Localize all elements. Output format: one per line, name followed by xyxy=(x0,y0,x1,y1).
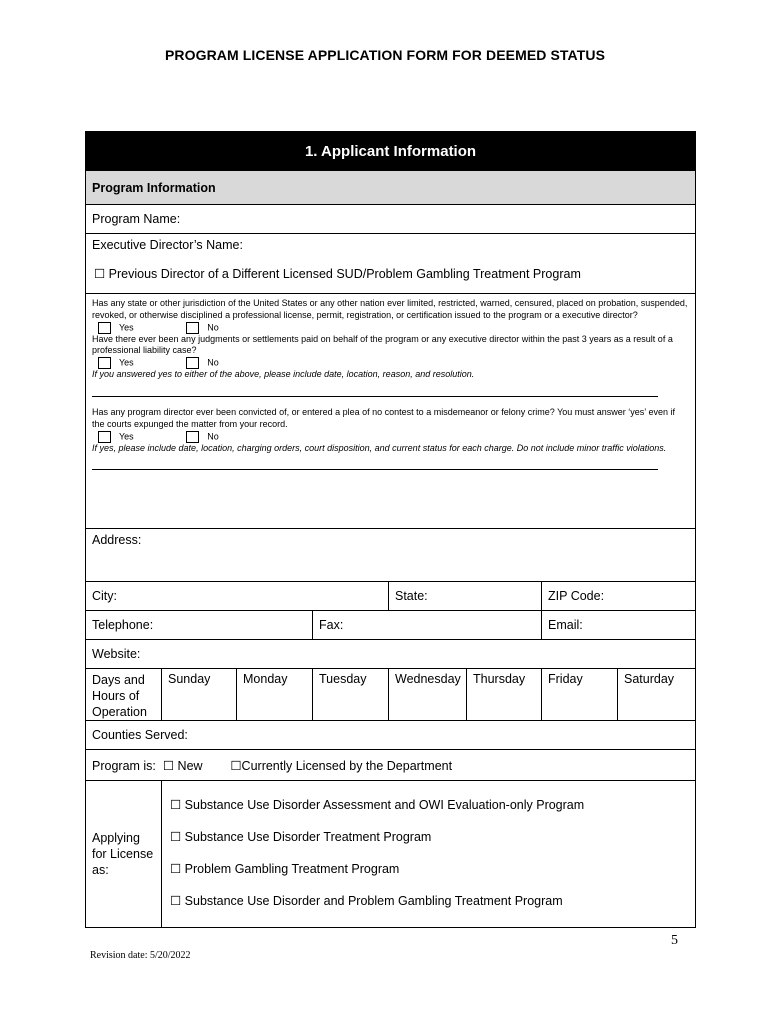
q2-yes-label: Yes xyxy=(119,357,134,368)
question-3: Has any program director ever been convicted of, or entered a plea of no contest to a misdemeanor or felony crime? You must answer ‘yes’ even if the courts expunged the matter from your record. xyxy=(92,406,675,429)
currently-licensed-checkbox[interactable]: ☐Currently Licensed by the Department xyxy=(230,758,453,773)
page-title: PROGRAM LICENSE APPLICATION FORM FOR DEEMED STATUS xyxy=(164,47,606,63)
question-1: Has any state or other jurisdiction of the United States or any other nation ever limited, restricted, warned, censured, placed on probation, suspended, revoked, or otherwise disciplined a professional license, permit, registration, or certification issued to the program or a executive director? xyxy=(92,298,688,320)
new-checkbox[interactable]: ☐ New xyxy=(162,758,203,773)
q2-yes-checkbox[interactable] xyxy=(98,357,111,369)
days-hours-label: Days and Hours of Operation xyxy=(86,669,162,721)
q1-no-checkbox[interactable] xyxy=(186,322,199,334)
telephone-field[interactable] xyxy=(86,611,313,640)
day-monday[interactable]: Monday xyxy=(237,669,313,721)
applicant-form xyxy=(85,131,695,928)
city-field[interactable] xyxy=(86,582,389,611)
option-assessment-owi[interactable]: ☐ Substance Use Disorder Assessment and OWI Evaluation-only Program xyxy=(170,798,585,812)
q1-answers xyxy=(92,322,689,334)
program-is-label: Program is: xyxy=(92,758,156,773)
website-label: Website: xyxy=(92,647,141,661)
q3-no-label: No xyxy=(207,430,219,441)
zip-label: ZIP Code: xyxy=(548,589,605,603)
day-wednesday[interactable]: Wednesday xyxy=(389,669,467,721)
day-tuesday[interactable]: Tuesday xyxy=(313,669,389,721)
q1-yes-checkbox[interactable] xyxy=(98,322,111,334)
address-field[interactable] xyxy=(86,529,696,582)
counties-field[interactable] xyxy=(86,721,696,750)
fax-field[interactable] xyxy=(313,611,542,640)
exec-director-label: Executive Director’s Name: xyxy=(92,238,243,252)
q3-no-checkbox[interactable] xyxy=(186,431,199,443)
option-gambling-treatment[interactable]: ☐ Problem Gambling Treatment Program xyxy=(170,862,400,876)
day-sunday[interactable]: Sunday xyxy=(162,669,237,721)
license-options xyxy=(162,781,696,928)
program-status-row xyxy=(86,750,696,781)
q3-answers xyxy=(92,431,689,443)
q3-yes-label: Yes xyxy=(119,430,134,441)
question-2: Have there ever been any judgments or settlements paid on behalf of the program or any executive director within the past 3 years as a result of a professional liability case? xyxy=(92,333,673,356)
program-name-field[interactable] xyxy=(86,205,696,234)
applying-for-label: Applying for License as: xyxy=(86,781,162,928)
city-label: City: xyxy=(92,589,117,603)
counties-label: Counties Served: xyxy=(92,728,188,742)
email-label: Email: xyxy=(548,618,583,632)
option-sud-treatment[interactable]: ☐ Substance Use Disorder Treatment Program xyxy=(170,830,432,844)
address-label: Address: xyxy=(92,533,142,547)
option-sud-and-gambling[interactable]: ☐ Substance Use Disorder and Problem Gambling Treatment Program xyxy=(170,894,563,908)
telephone-label: Telephone: xyxy=(92,618,154,632)
zip-field[interactable] xyxy=(542,582,696,611)
subsection-header: Program Information xyxy=(86,171,696,205)
answer-line-2[interactable] xyxy=(92,468,658,470)
email-field[interactable] xyxy=(542,611,696,640)
section-header: 1. Applicant Information xyxy=(86,132,696,171)
exec-director-field[interactable] xyxy=(86,234,696,294)
q3-yes-checkbox[interactable] xyxy=(98,431,111,443)
q2-answers xyxy=(92,357,689,369)
q2-no-checkbox[interactable] xyxy=(186,357,199,369)
form-table xyxy=(85,131,696,928)
note-2: If yes, please include date, location, charging orders, court disposition, and current status for each charge. Do not include minor traffic violations. xyxy=(92,442,667,453)
note-1: If you answered yes to either of the above, please include date, location, reason, and resolution. xyxy=(92,369,475,380)
q2-no-label: No xyxy=(207,357,219,368)
q1-no-label: No xyxy=(207,321,219,332)
program-name-label: Program Name: xyxy=(92,212,181,226)
state-label: State: xyxy=(395,589,428,603)
prev-director-checkbox[interactable]: ☐ Previous Director of a Different Licensed SUD/Problem Gambling Treatment Program xyxy=(94,267,581,281)
state-field[interactable] xyxy=(389,582,542,611)
day-friday[interactable]: Friday xyxy=(542,669,618,721)
website-field[interactable] xyxy=(86,640,696,669)
fax-label: Fax: xyxy=(319,618,344,632)
page-number: 5 xyxy=(671,933,678,948)
day-thursday[interactable]: Thursday xyxy=(467,669,542,721)
answer-line-1[interactable] xyxy=(92,395,658,397)
revision-date: Revision date: 5/20/2022 xyxy=(90,950,191,961)
day-saturday[interactable]: Saturday xyxy=(618,669,696,721)
disciplinary-questions xyxy=(86,294,696,529)
q1-yes-label: Yes xyxy=(119,321,134,332)
